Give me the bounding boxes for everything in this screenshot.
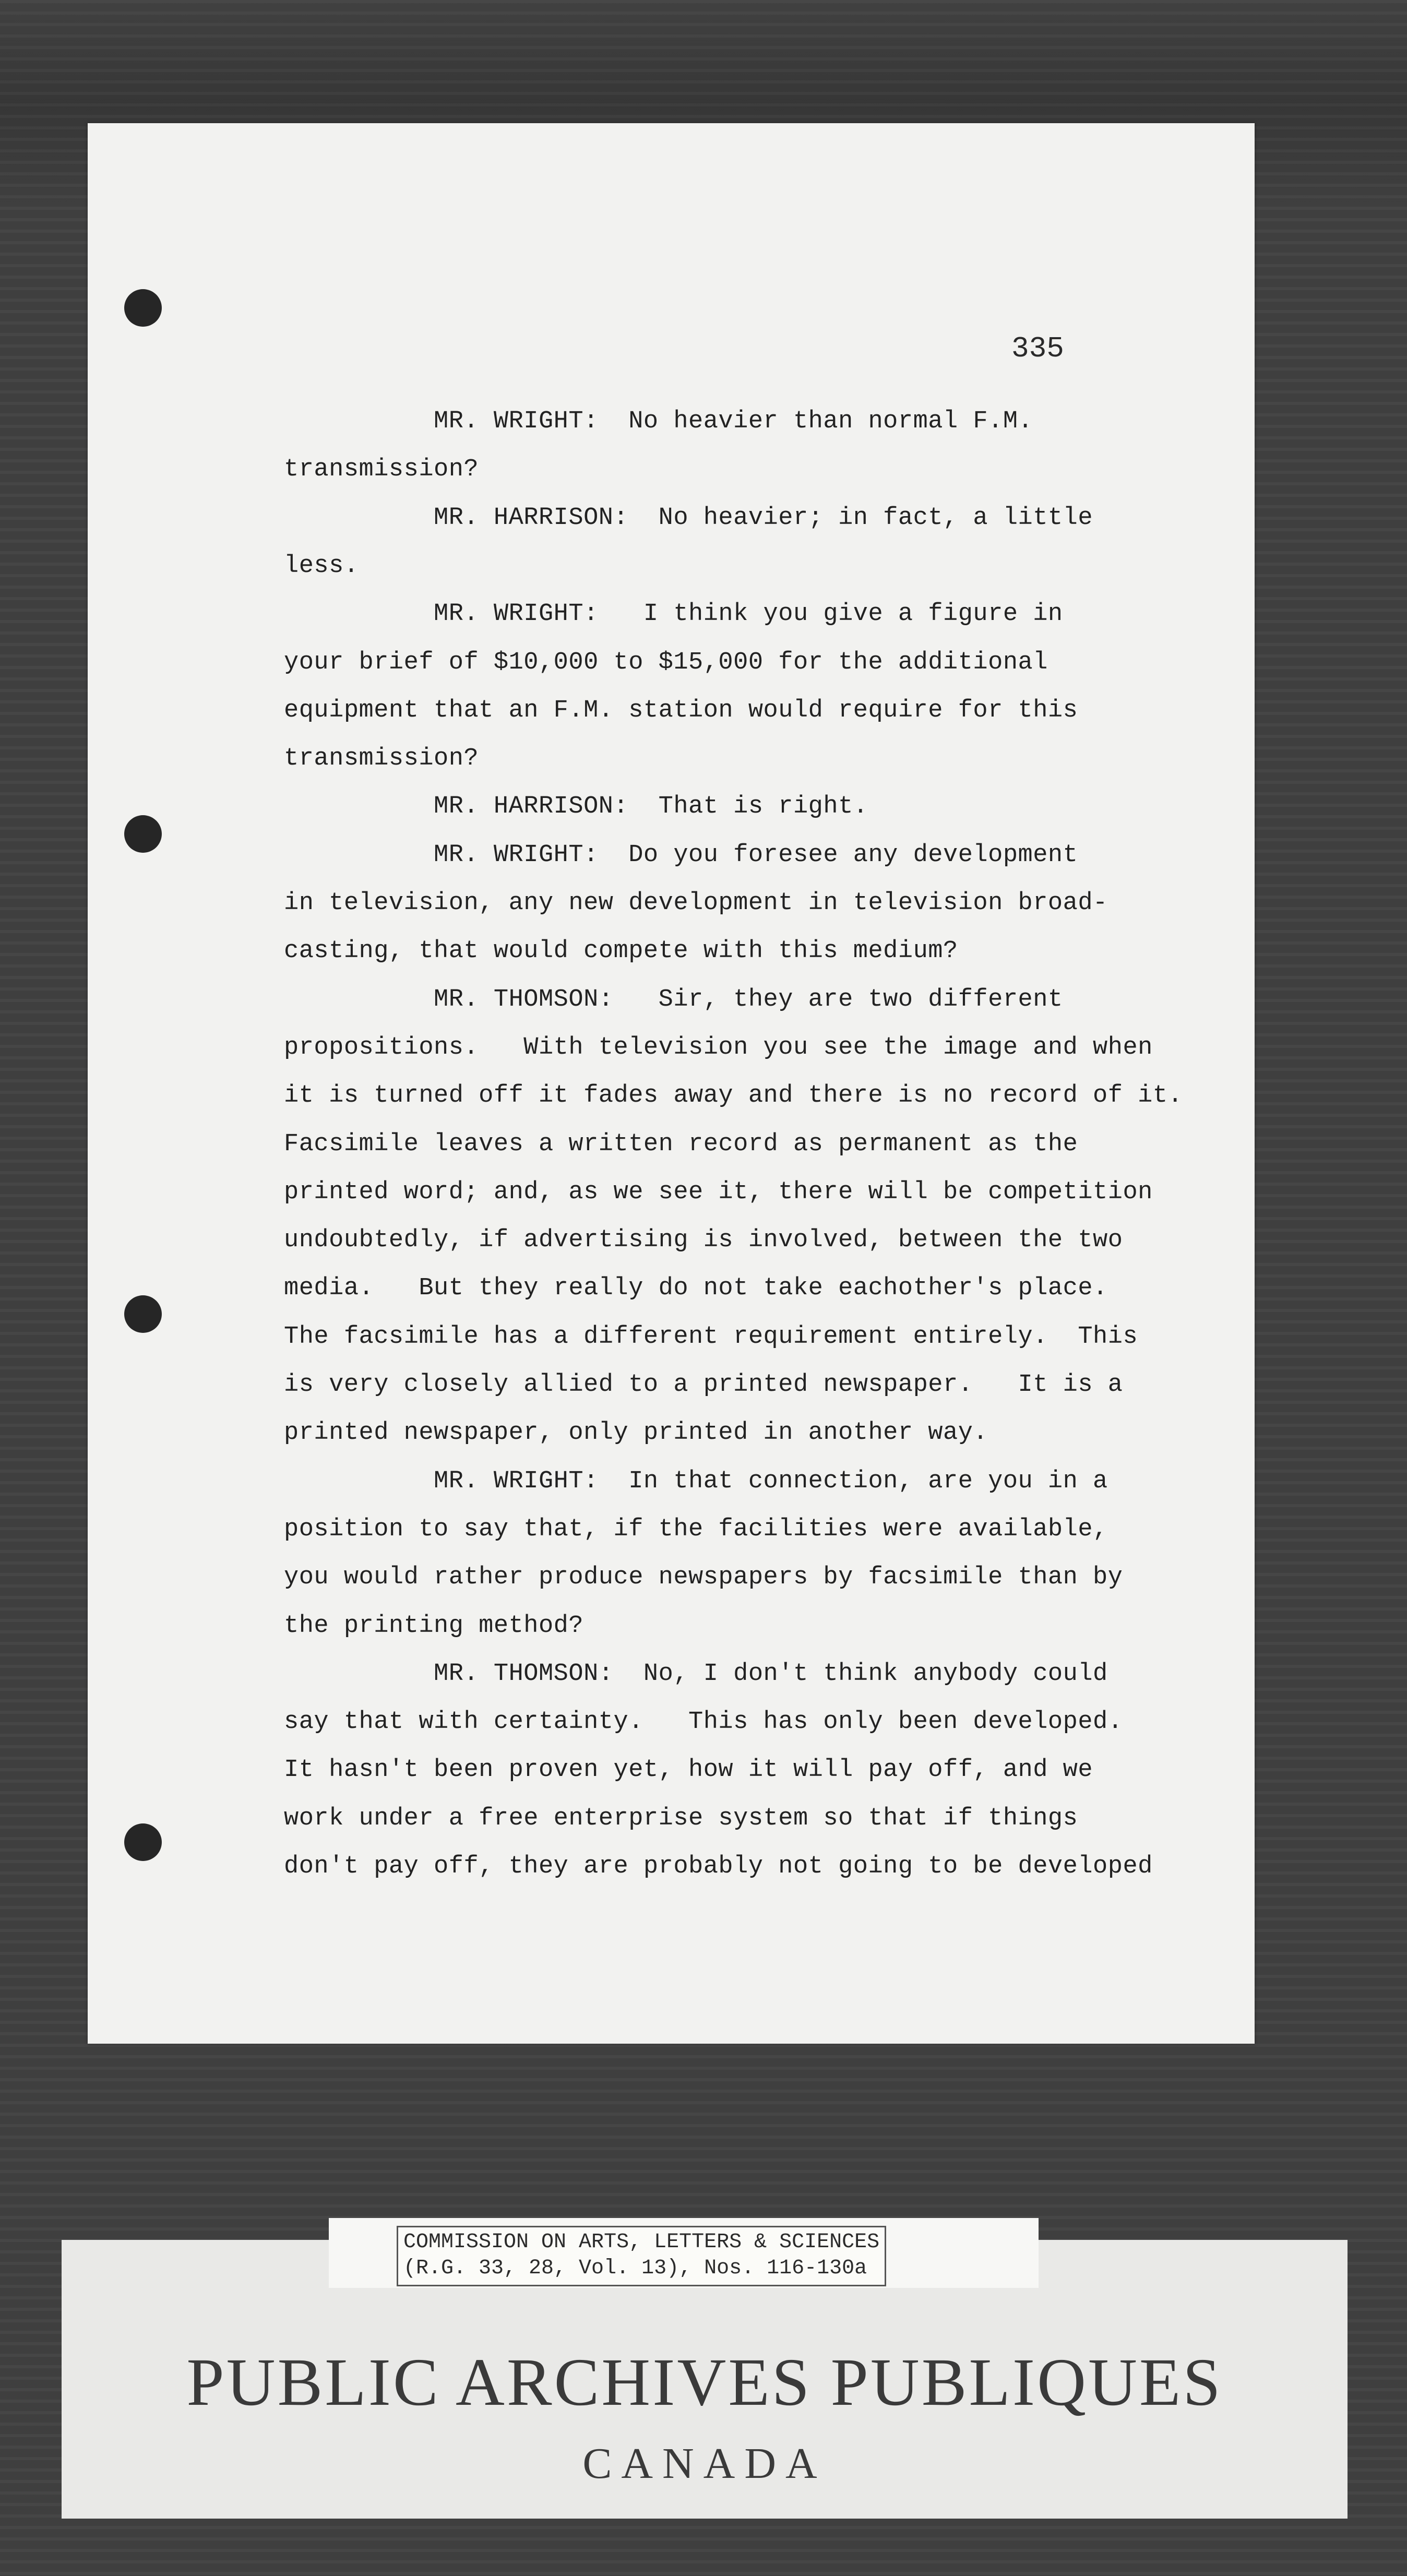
transcript-line: MR. WRIGHT: No heavier than normal F.M. — [284, 408, 1033, 435]
transcript-line: casting, that would compete with this medium? — [284, 937, 958, 965]
transcript-line: propositions. With television you see the image and when — [284, 1034, 1153, 1062]
transcript-line: The facsimile has a different requirement entirely. This — [284, 1323, 1138, 1351]
collection-reference — [397, 2226, 886, 2286]
transcript-line: less. — [284, 552, 359, 580]
transcript-line: MR. WRIGHT: I think you give a figure in — [284, 600, 1063, 628]
transcript-line: in television, any new development in television broad- — [284, 889, 1108, 917]
binder-hole — [124, 815, 162, 853]
transcript-line: MR. WRIGHT: Do you foresee any development — [284, 841, 1078, 869]
transcript-line: is very closely allied to a printed newspaper. It is a — [284, 1371, 1123, 1399]
page-number: 335 — [1011, 332, 1064, 365]
transcript-line: It hasn't been proven yet, how it will pay off, and we — [284, 1756, 1093, 1784]
transcript-line: your brief of $10,000 to $15,000 for the additional — [284, 649, 1048, 676]
transcript-line: you would rather produce newspapers by facsimile than by — [284, 1564, 1123, 1591]
collection-line-1: COMMISSION ON ARTS, LETTERS & SCIENCES — [403, 2231, 880, 2254]
transcript-line: work under a free enterprise system so that if things — [284, 1805, 1078, 1832]
transcript-line: MR. HARRISON: No heavier; in fact, a little — [284, 504, 1093, 532]
transcript-line: position to say that, if the facilities were available, — [284, 1516, 1108, 1543]
transcript-line: don't pay off, they are probably not going to be developed — [284, 1853, 1153, 1880]
archives-title: PUBLIC ARCHIVES PUBLIQUES — [186, 2345, 1223, 2420]
transcript-line: undoubtedly, if advertising is involved, between the two — [284, 1226, 1123, 1254]
transcript-line: it is turned off it fades away and there is no record of it. — [284, 1082, 1183, 1110]
transcript-line: Facsimile leaves a written record as permanent as the — [284, 1130, 1078, 1158]
transcript-line: equipment that an F.M. station would require for this — [284, 697, 1078, 724]
transcript-line: MR. THOMSON: Sir, they are two different — [284, 986, 1063, 1013]
transcript-line: MR. WRIGHT: In that connection, are you in a — [284, 1468, 1108, 1495]
transcript-line: printed newspaper, only printed in another way. — [284, 1419, 988, 1447]
archives-country: CANADA — [582, 2439, 827, 2488]
transcript-line: printed word; and, as we see it, there will be competition — [284, 1178, 1153, 1206]
typed-page — [88, 123, 1255, 2044]
binder-hole — [124, 1823, 162, 1861]
collection-line-2: (R.G. 33, 28, Vol. 13), Nos. 116-130a — [403, 2257, 867, 2280]
transcript-line: MR. THOMSON: No, I don't think anybody could — [284, 1660, 1108, 1688]
binder-hole — [124, 1295, 162, 1333]
transcript-line: transmission? — [284, 456, 479, 483]
transcript-line: media. But they really do not take eachother's place. — [284, 1274, 1108, 1302]
transcript-line: MR. HARRISON: That is right. — [284, 793, 868, 820]
transcript-line: the printing method? — [284, 1612, 584, 1640]
transcript-line: transmission? — [284, 745, 479, 772]
transcript-line: say that with certainty. This has only been developed. — [284, 1708, 1123, 1736]
binder-hole — [124, 289, 162, 327]
